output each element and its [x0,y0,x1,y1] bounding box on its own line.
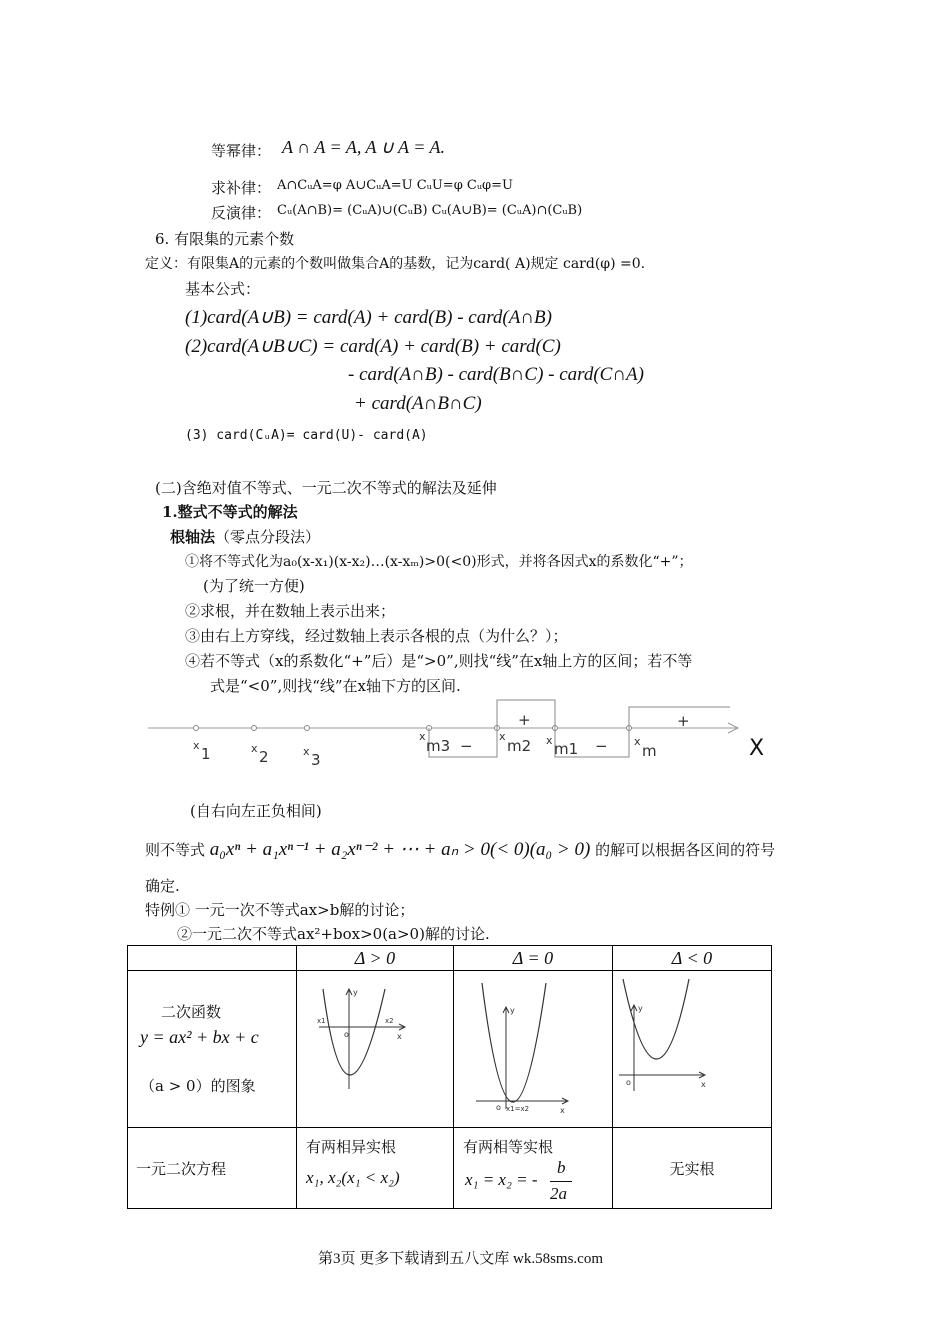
section6-heading: 6. 有限集的元素个数 [155,230,295,248]
root-label-x2: x [251,742,258,755]
fraction-bar [550,1181,572,1182]
formula-2a: (2)card(A∪B∪C) = card(A) + card(B) + card(C) [185,336,561,357]
label-x2: x2 [385,1017,394,1025]
roots-distinct-formula: x₁, x₂(x₁ < x₂) [306,1168,400,1187]
step-3: ③由右上方穿线，经过数轴上表示各根的点（为什么？）； [185,627,568,645]
row2-label-cell [128,1128,297,1209]
root-label-xm2: x [499,730,506,743]
parabola-graph-negative [613,971,771,1123]
method-name: 根轴法 [170,528,216,546]
sign-plus-2: + [677,712,690,730]
conclusion-line [145,838,775,861]
formula-2b: - card(A∩B) - card(B∩C) - card(C∩A) [348,364,644,385]
sign-minus-1: − [460,737,473,755]
step-1a: ①将不等式化为a₀(x-x₁)(x-x₂)…(x-xₘ)>0(<0)形式，并将各因式x的系数化“+”； [185,554,693,570]
sign-axis-diagram [140,695,790,775]
idempotent-label: 等幂律： [211,142,272,160]
root-label-x1: x [193,739,200,752]
step-4b: 式是“<0”,则找“线”在x轴下方的区间. [210,677,461,695]
label-origin: o [344,1030,349,1039]
root-sub-1: 1 [201,745,211,763]
roots-equal-cell [454,1128,613,1209]
conclusion-prefix: 则不等式 [145,841,206,859]
roots-none-cell [613,1128,772,1209]
row1-label-b: y = ax² + bx + c [140,1027,259,1047]
demorgan-formula: Cᵤ(A∩B)= (CᵤA)∪(CᵤB) Cᵤ(A∪B)= (CᵤA)∩(CᵤB) [277,203,583,218]
graph-cell-negative [613,971,772,1128]
formula-3: (3) card(CᵤA)= card(U)- card(A) [185,428,428,443]
sign-minus-2: − [595,737,608,755]
complement-formula: A∩CᵤA=φ A∪CᵤA=U CᵤU=φ Cᵤφ=U [277,178,514,193]
label-x: x [397,1032,402,1041]
formula-2c: + card(A∩B∩C) [354,393,482,414]
root-sub-2: 2 [259,748,269,766]
parabola-curve [482,983,546,1102]
header-delta-zero: Δ = 0 [454,946,613,971]
root-sub-m: m [642,742,657,760]
root-point-3 [305,726,310,731]
formula-1: (1)card(A∪B) = card(A) + card(B) - card(A∩B) [185,307,552,328]
method-line [170,526,320,547]
step-1b: (为了统一方便) [203,577,305,595]
root-point-2 [252,726,257,731]
roots-equal-label: 有两相等实根 [463,1138,554,1156]
page-footer: 第3页 更多下载请到五八文库 wk.58sms.com [318,1251,604,1267]
table-row-graph [128,971,772,1128]
demorgan-label: 反演律： [211,204,272,222]
roots-distinct-label: 有两相异实根 [306,1138,397,1156]
root-label-xm3: x [419,730,426,743]
parabola-graph-positive [297,971,453,1123]
part2-sub1: 1.整式不等式的解法 [162,503,298,521]
axis-caption: (自右向左正负相间) [190,802,322,820]
parabola-curve [323,989,385,1075]
part2-heading: (二)含绝对值不等式、一元二次不等式的解法及延伸 [155,479,497,497]
special-case-2: ②一元二次不等式ax²+box>0(a>0)解的讨论. [177,925,490,943]
basic-formula-label: 基本公式： [185,280,261,298]
root-sub-m1: m1 [554,740,579,758]
label-x: x [560,1106,565,1115]
conclusion-line2: 确定. [145,877,180,895]
row1-label-a: 二次函数 [161,1003,222,1021]
roots-none-label: 无实根 [669,1159,715,1178]
label-y: y [638,1004,643,1013]
table-header-row [128,946,772,971]
conclusion-suffix: 的解可以根据各区间的符号 [595,841,776,859]
graph-cell-positive [297,971,454,1128]
root-label-x3: x [303,745,310,758]
roots-distinct-cell [297,1128,454,1209]
parabola-graph-zero [454,971,612,1123]
root-label-xm: x [634,735,641,748]
root-label-xm1: x [546,734,553,747]
roots-equal-formula: x₁ = x₂ = - [465,1170,538,1189]
step-2: ②求根，并在数轴上表示出来； [185,602,396,620]
header-delta-negative: Δ < 0 [613,946,772,971]
discriminant-table [127,945,772,1209]
root-sub-m2: m2 [507,737,532,755]
label-x1: x1 [317,1017,326,1025]
table-row-equation [128,1128,772,1209]
step-4a: ④若不等式（x的系数化“+”后）是“>0”,则找“线”在x轴上方的区间；若不等 [185,652,693,670]
header-delta-positive: Δ > 0 [297,946,454,971]
sign-plus-1: + [518,711,531,729]
section6-definition: 定义：有限集A的元素的个数叫做集合A的基数，记为card( A)规定 card(φ) =0. [145,256,646,272]
label-x: x [701,1080,706,1089]
complement-label: 求补律： [211,179,272,197]
special-case-1: 特例① 一元一次不等式ax>b解的讨论； [145,901,415,919]
row2-label: 一元二次方程 [136,1159,227,1178]
label-x1-eq-x2: x1=x2 [506,1105,530,1113]
root-point-1 [194,726,199,731]
conclusion-formula: a₀xⁿ + a₁xⁿ⁻¹ + a₂xⁿ⁻² + ⋯ + aₙ > 0(< 0)(a₀ > 0) [209,839,591,860]
row1-label-c: （a > 0）的图象 [140,1077,256,1095]
method-note: （零点分段法） [215,528,321,546]
label-origin: o [626,1078,631,1087]
fraction-numerator: b [557,1158,566,1177]
label-y: y [353,988,358,997]
row1-label-cell [128,971,297,1128]
label-y: y [510,1006,515,1015]
parabola-curve [623,979,689,1059]
graph-cell-zero [454,971,613,1128]
label-origin: o [496,1103,501,1112]
fraction-denominator: 2a [550,1184,567,1203]
header-empty [128,946,297,971]
idempotent-formula: A ∩ A = A, A ∪ A = A. [282,137,446,157]
root-sub-3: 3 [311,751,321,769]
axis-label-x: X [749,736,765,761]
root-sub-m3: m3 [426,737,451,755]
